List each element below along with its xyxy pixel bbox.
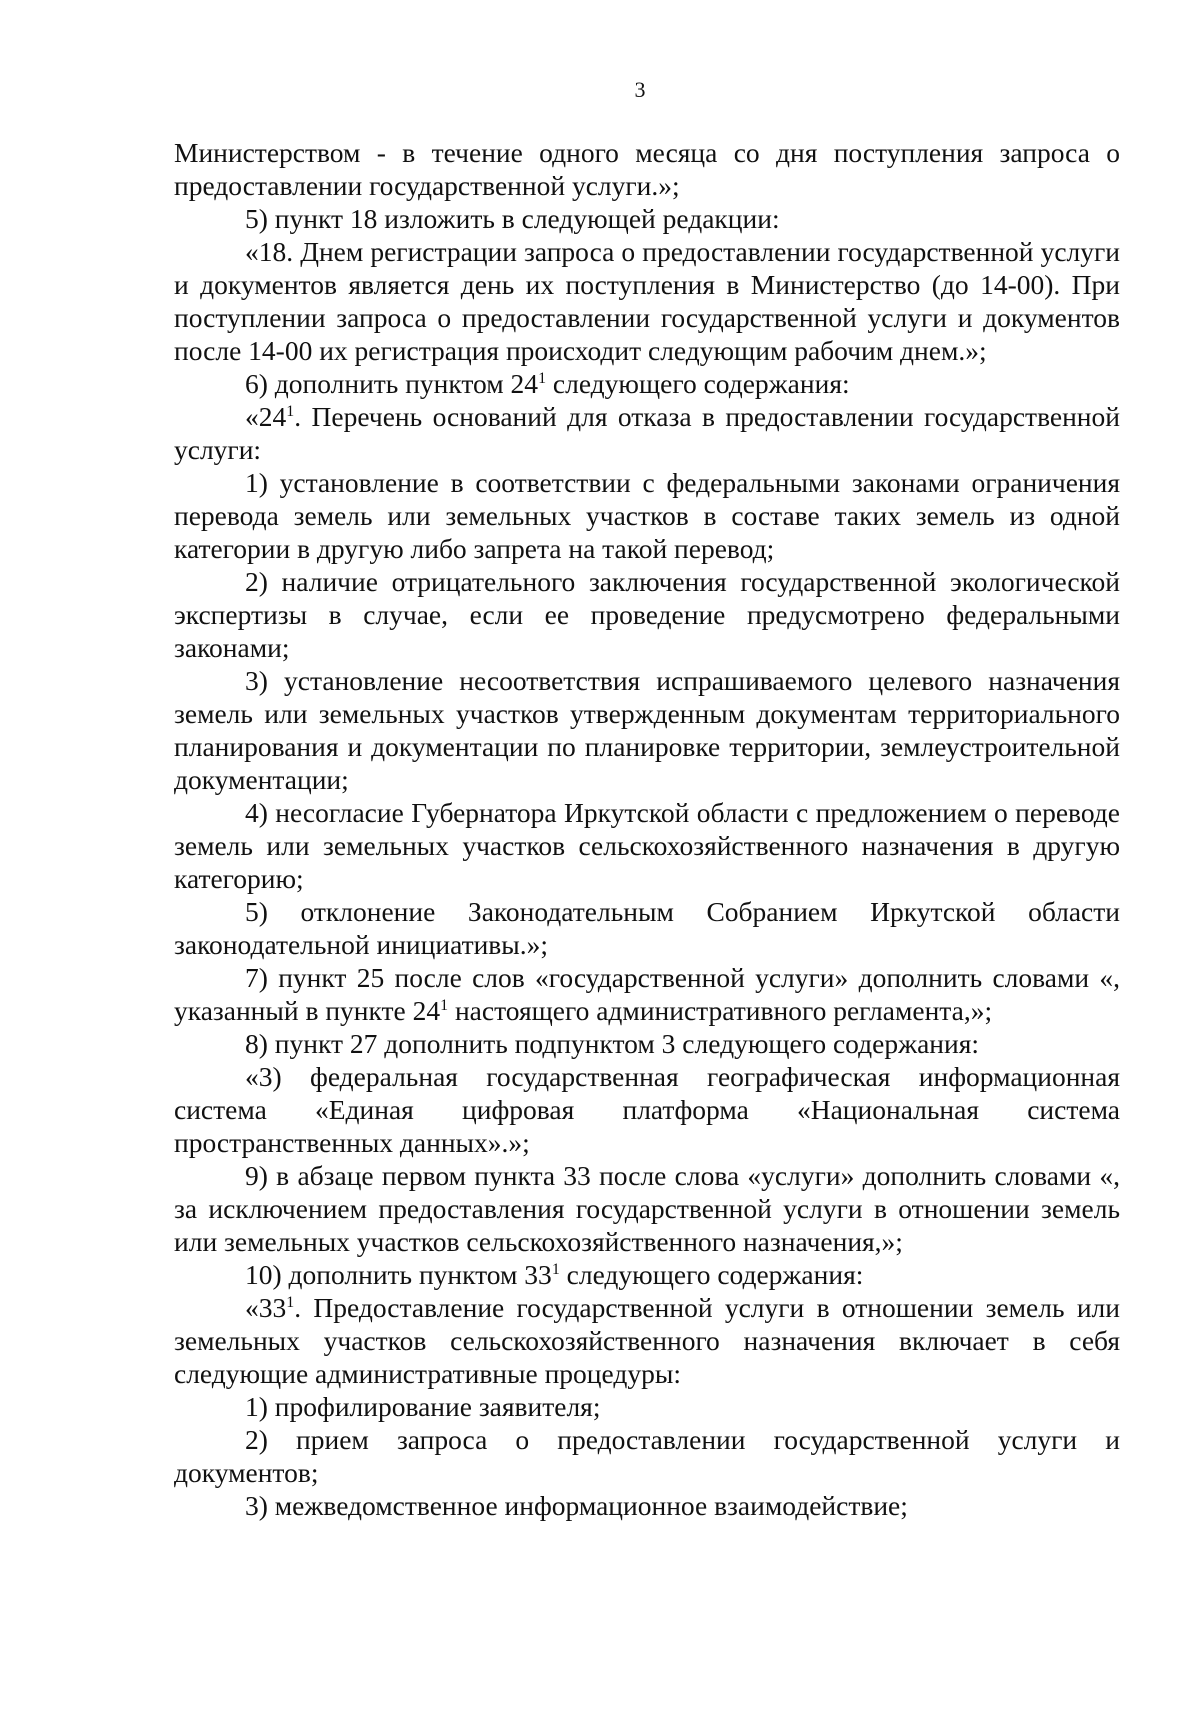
paragraph-13: «3) федеральная государственная географическая информационная система «Единая цифровая платформа «Национальная система пространственных данных».»; xyxy=(174,1061,1120,1158)
paragraph-14: 9) в абзаце первом пункта 33 после слова «услуги» дополнить словами «, за исключением предоставления государственной услуги в отношении земель или земельных участков сельскохозяйственного назначения,»; xyxy=(174,1160,1120,1257)
paragraph-4-superscript: 1 xyxy=(538,370,547,388)
paragraph-7: 2) наличие отрицательного заключения государственной экологической экспертизы в случае, если ее проведение предусмотрено федеральными законами; xyxy=(174,566,1120,663)
paragraph-15 xyxy=(174,1258,1120,1291)
paragraph-6: 1) установление в соответствии с федеральными законами ограничения перевода земель или земельных участков в составе таких земель из одной категории в другую либо запрета на такой перевод; xyxy=(174,467,1120,564)
paragraph-9: 4) несогласие Губернатора Иркутской области с предложением о переводе земель или земельных участков сельскохозяйственного назначения в другую категорию; xyxy=(174,797,1120,894)
paragraph-11 xyxy=(174,961,1120,1027)
paragraph-3: «18. Днем регистрации запроса о предоставлении государственной услуги и документов является день их поступления в Министерство (до 14-00). При поступлении запроса о предоставлении государственной услуги и документов после 14-00 их регистрация происходит следующим рабочим днем.»; xyxy=(174,236,1120,366)
paragraph-15-text: 10) дополнить пунктом 33 xyxy=(245,1259,552,1290)
paragraph-5-text: «24 xyxy=(245,401,287,432)
paragraph-5 xyxy=(174,400,1120,466)
paragraph-2: 5) пункт 18 изложить в следующей редакции: xyxy=(245,203,780,234)
paragraph-11-text: 7) пункт 25 после слов «государственной услуги» дополнить словами «, указанный в пункте 24 xyxy=(174,962,1120,1026)
paragraph-11-superscript: 1 xyxy=(440,997,449,1015)
paragraph-11-text-cont: настоящего административного регламента,»; xyxy=(448,995,993,1026)
paragraph-15-superscript: 1 xyxy=(551,1261,560,1279)
page-number: 3 xyxy=(634,77,646,102)
document-body xyxy=(174,136,1120,1522)
paragraph-5-text-cont: . Перечень оснований для отказа в предоставлении государственной услуги: xyxy=(174,401,1120,465)
paragraph-12: 8) пункт 27 дополнить подпунктом 3 следующего содержания: xyxy=(245,1028,980,1059)
paragraph-10: 5) отклонение Законодательным Собранием Иркутской области законодательной инициативы.»; xyxy=(174,896,1120,960)
paragraph-4 xyxy=(174,367,1120,400)
paragraph-16-text: «33 xyxy=(245,1292,287,1323)
paragraph-4-text-cont: следующего содержания: xyxy=(546,368,850,399)
paragraph-15-text-cont: следующего содержания: xyxy=(559,1259,864,1290)
paragraph-16 xyxy=(174,1291,1120,1390)
paragraph-16-text-cont: . Предоставление государственной услуги в отношении земель или земельных участков сельскохозяйственного назначения включает в себя следующие административные процедуры: xyxy=(174,1292,1120,1389)
paragraph-8: 3) установление несоответствия испрашиваемого целевого назначения земель или земельных участков утвержденным документам территориального планирования и документации по планировке территории, землеустроительной документации; xyxy=(174,665,1120,795)
paragraph-18: 2) прием запроса о предоставлении государственной услуги и документов; xyxy=(174,1424,1120,1488)
paragraph-19: 3) межведомственное информационное взаимодействие; xyxy=(245,1490,908,1521)
paragraph-16-superscript: 1 xyxy=(286,1294,295,1312)
paragraph-5-superscript: 1 xyxy=(286,403,295,421)
paragraph-4-text: 6) дополнить пунктом 24 xyxy=(245,368,539,399)
paragraph-17: 1) профилирование заявителя; xyxy=(245,1391,601,1422)
paragraph-1: Министерством - в течение одного месяца со дня поступления запроса о предоставлении государственной услуги.»; xyxy=(174,137,1120,201)
